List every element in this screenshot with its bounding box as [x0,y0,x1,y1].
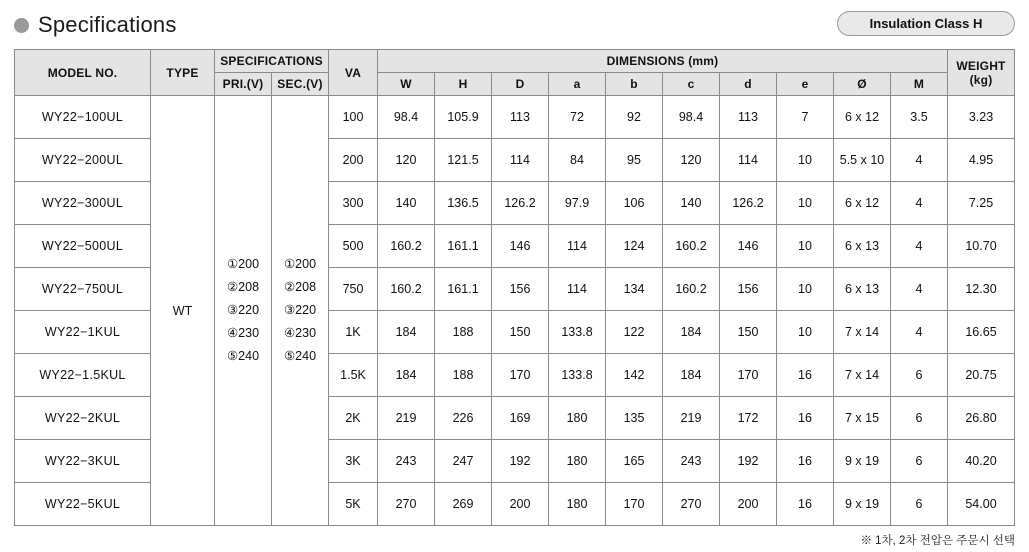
cell-e: 10 [777,311,834,354]
cell-e: 16 [777,440,834,483]
cell-w: 184 [378,354,435,397]
cell-c: 98.4 [663,96,720,139]
cell-diameter: 7 x 15 [834,397,891,440]
cell-b: 170 [606,483,663,526]
cell-c: 120 [663,139,720,182]
cell-d2: 170 [720,354,777,397]
cell-weight: 40.20 [948,440,1015,483]
cell-diameter: 9 x 19 [834,483,891,526]
cell-d: 192 [492,440,549,483]
th-pri: PRI.(V) [215,73,272,96]
th-dim-m: M [891,73,948,96]
cell-c: 160.2 [663,225,720,268]
cell-w: 243 [378,440,435,483]
th-dim-b: b [606,73,663,96]
cell-va: 200 [329,139,378,182]
footnote: ※ 1차, 2차 전압은 주문시 선택 [860,535,1015,547]
pri-option-5: ⑤240 [226,349,260,363]
cell-a: 84 [549,139,606,182]
cell-model: WY22−100UL [15,96,151,139]
cell-h: 269 [435,483,492,526]
cell-weight: 54.00 [948,483,1015,526]
cell-d2: 113 [720,96,777,139]
table-header-row-1 [15,50,1015,73]
th-sec: SEC.(V) [272,73,329,96]
th-weight-line1: WEIGHT [956,58,1006,73]
cell-e: 10 [777,225,834,268]
cell-w: 98.4 [378,96,435,139]
cell-va: 300 [329,182,378,225]
th-weight-line2: (kg) [969,72,993,87]
cell-d2: 126.2 [720,182,777,225]
cell-weight: 4.95 [948,139,1015,182]
cell-weight: 16.65 [948,311,1015,354]
cell-m: 4 [891,225,948,268]
sec-option-4: ④230 [283,326,317,340]
cell-h: 247 [435,440,492,483]
cell-weight: 3.23 [948,96,1015,139]
th-dim-d: D [492,73,549,96]
cell-m: 6 [891,354,948,397]
cell-m: 4 [891,311,948,354]
cell-m: 6 [891,440,948,483]
cell-w: 184 [378,311,435,354]
specifications-table [14,49,1015,526]
cell-e: 7 [777,96,834,139]
cell-w: 140 [378,182,435,225]
cell-a: 97.9 [549,182,606,225]
cell-model: WY22−1.5KUL [15,354,151,397]
cell-h: 161.1 [435,225,492,268]
cell-model: WY22−1KUL [15,311,151,354]
cell-b: 95 [606,139,663,182]
th-weight [948,50,1015,96]
sec-option-3: ③220 [283,303,317,317]
cell-a: 180 [549,440,606,483]
cell-b: 135 [606,397,663,440]
cell-weight: 12.30 [948,268,1015,311]
sec-option-5: ⑤240 [283,349,317,363]
cell-model: WY22−200UL [15,139,151,182]
th-model: MODEL NO. [15,50,151,96]
cell-a: 114 [549,268,606,311]
cell-d: 200 [492,483,549,526]
cell-sec-voltages [272,96,329,526]
th-type: TYPE [151,50,215,96]
th-dim-d2: d [720,73,777,96]
cell-weight: 26.80 [948,397,1015,440]
cell-weight: 20.75 [948,354,1015,397]
cell-d2: 192 [720,440,777,483]
cell-d: 146 [492,225,549,268]
cell-m: 4 [891,139,948,182]
cell-b: 134 [606,268,663,311]
cell-e: 10 [777,268,834,311]
cell-d: 126.2 [492,182,549,225]
cell-va: 750 [329,268,378,311]
pri-option-3: ③220 [226,303,260,317]
cell-h: 226 [435,397,492,440]
cell-diameter: 6 x 12 [834,182,891,225]
cell-model: WY22−3KUL [15,440,151,483]
bullet-icon [14,18,29,33]
sec-option-2: ②208 [283,280,317,294]
th-dim-a: a [549,73,606,96]
cell-w: 270 [378,483,435,526]
cell-e: 16 [777,483,834,526]
cell-va: 1K [329,311,378,354]
th-dim-e: e [777,73,834,96]
th-dimensions: DIMENSIONS (mm) [378,50,948,73]
cell-c: 140 [663,182,720,225]
table-head [15,50,1015,96]
cell-d: 156 [492,268,549,311]
cell-e: 16 [777,397,834,440]
pri-option-1: ①200 [226,257,260,271]
sec-option-1: ①200 [283,257,317,271]
cell-m: 6 [891,483,948,526]
cell-diameter: 9 x 19 [834,440,891,483]
cell-model: WY22−5KUL [15,483,151,526]
cell-va: 5K [329,483,378,526]
pri-option-2: ②208 [226,280,260,294]
cell-d2: 156 [720,268,777,311]
table-body [15,96,1015,526]
cell-h: 161.1 [435,268,492,311]
cell-b: 124 [606,225,663,268]
th-dim-c: c [663,73,720,96]
cell-diameter: 6 x 12 [834,96,891,139]
cell-d: 113 [492,96,549,139]
cell-c: 270 [663,483,720,526]
cell-a: 180 [549,397,606,440]
status-badge: Insulation Class H [837,11,1015,36]
cell-c: 160.2 [663,268,720,311]
cell-a: 180 [549,483,606,526]
cell-pri-voltages [215,96,272,526]
th-dim-h: H [435,73,492,96]
cell-d: 114 [492,139,549,182]
th-dim-w: W [378,73,435,96]
cell-b: 106 [606,182,663,225]
cell-h: 121.5 [435,139,492,182]
cell-d: 150 [492,311,549,354]
table-row [15,96,1015,139]
cell-va: 500 [329,225,378,268]
cell-b: 92 [606,96,663,139]
cell-d2: 146 [720,225,777,268]
cell-d: 170 [492,354,549,397]
cell-va: 1.5K [329,354,378,397]
cell-b: 142 [606,354,663,397]
page-header [14,0,1015,46]
cell-b: 122 [606,311,663,354]
cell-e: 16 [777,354,834,397]
cell-type: WT [151,96,215,526]
cell-a: 114 [549,225,606,268]
cell-d2: 200 [720,483,777,526]
th-va: VA [329,50,378,96]
cell-c: 243 [663,440,720,483]
cell-c: 219 [663,397,720,440]
cell-d: 169 [492,397,549,440]
cell-weight: 7.25 [948,182,1015,225]
cell-va: 100 [329,96,378,139]
cell-weight: 10.70 [948,225,1015,268]
cell-h: 136.5 [435,182,492,225]
cell-e: 10 [777,182,834,225]
cell-va: 2K [329,397,378,440]
cell-a: 72 [549,96,606,139]
cell-h: 188 [435,311,492,354]
cell-w: 160.2 [378,268,435,311]
cell-a: 133.8 [549,311,606,354]
cell-w: 160.2 [378,225,435,268]
cell-c: 184 [663,311,720,354]
cell-w: 120 [378,139,435,182]
cell-d2: 114 [720,139,777,182]
cell-m: 4 [891,182,948,225]
page-title: Specifications [38,12,177,37]
cell-b: 165 [606,440,663,483]
cell-diameter: 5.5 x 10 [834,139,891,182]
cell-d2: 172 [720,397,777,440]
cell-w: 219 [378,397,435,440]
cell-m: 6 [891,397,948,440]
cell-d2: 150 [720,311,777,354]
cell-model: WY22−750UL [15,268,151,311]
cell-model: WY22−2KUL [15,397,151,440]
cell-diameter: 6 x 13 [834,268,891,311]
cell-h: 188 [435,354,492,397]
cell-h: 105.9 [435,96,492,139]
cell-diameter: 7 x 14 [834,311,891,354]
pri-option-4: ④230 [226,326,260,340]
cell-m: 4 [891,268,948,311]
cell-e: 10 [777,139,834,182]
cell-diameter: 6 x 13 [834,225,891,268]
th-specifications: SPECIFICATIONS [215,50,329,73]
cell-diameter: 7 x 14 [834,354,891,397]
cell-c: 184 [663,354,720,397]
cell-model: WY22−500UL [15,225,151,268]
cell-a: 133.8 [549,354,606,397]
cell-m: 3.5 [891,96,948,139]
th-dim-diameter: Ø [834,73,891,96]
cell-model: WY22−300UL [15,182,151,225]
cell-va: 3K [329,440,378,483]
